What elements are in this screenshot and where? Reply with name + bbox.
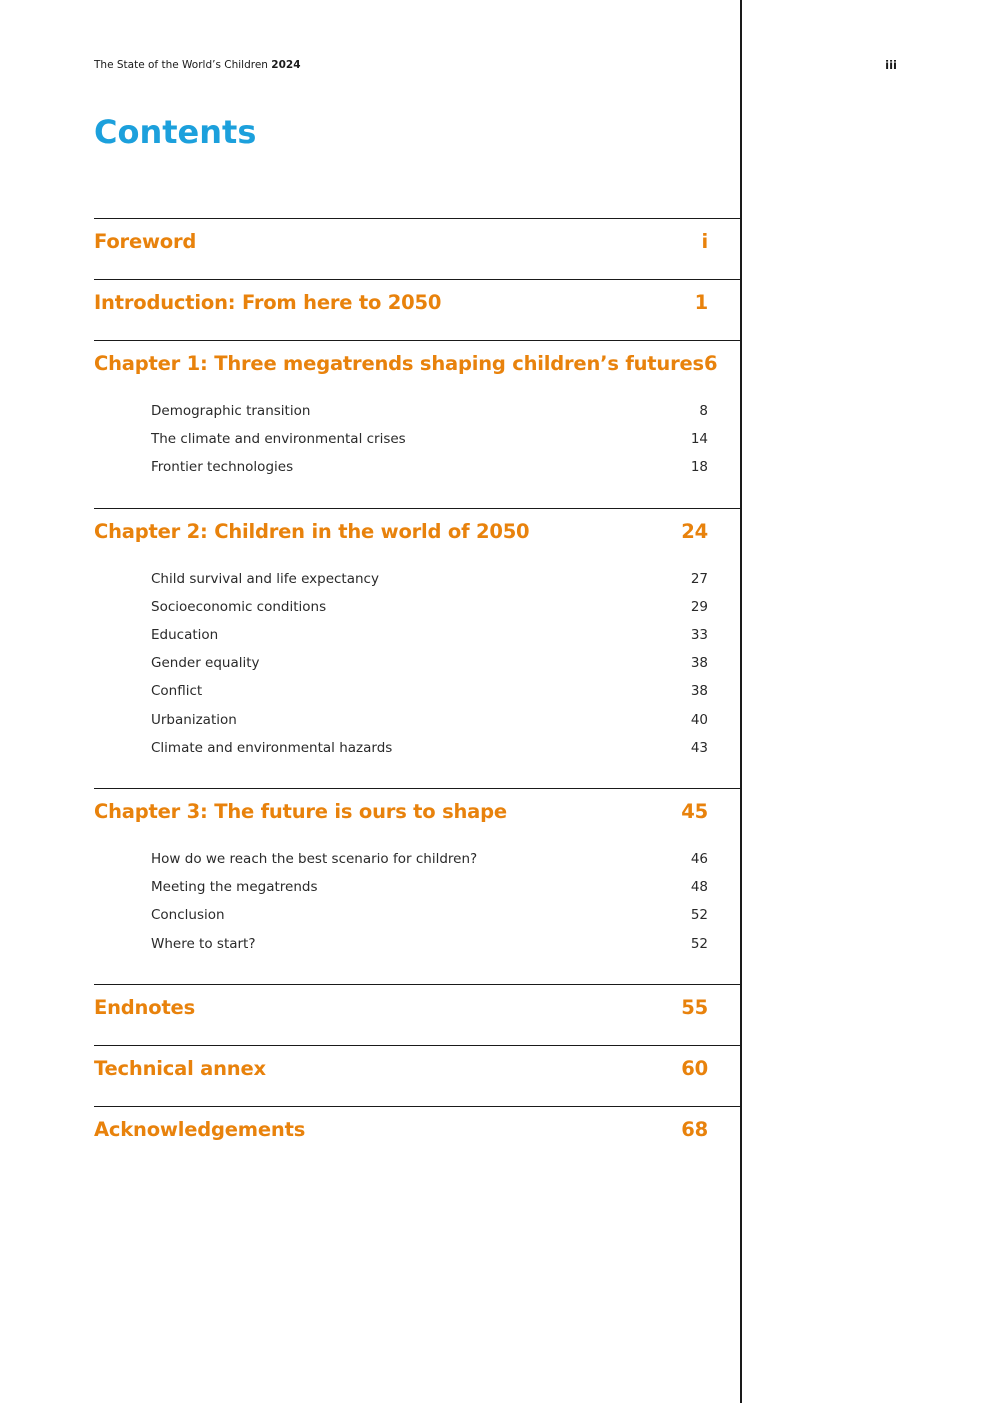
toc-subentry-title: Conflict <box>151 683 203 700</box>
toc-subentry-page: 46 <box>690 850 708 867</box>
page-number: iii <box>885 58 897 72</box>
toc-section <box>94 1045 740 1106</box>
toc-subentry-page: 14 <box>690 431 708 448</box>
toc-subentry-page: 38 <box>690 683 708 700</box>
toc-subentry-page: 29 <box>690 598 708 615</box>
toc-subentry-title: Child survival and life expectancy <box>151 570 379 587</box>
toc-subentry-page: 38 <box>690 655 708 672</box>
toc-section <box>94 984 740 1045</box>
toc-entry[interactable] <box>94 280 740 340</box>
toc-subentry-title: Where to start? <box>151 935 256 952</box>
toc-subentry-title: Gender equality <box>151 655 260 672</box>
toc-entry-title: Introduction: From here to 2050 <box>94 291 442 314</box>
toc-entry-title: Technical annex <box>94 1056 266 1080</box>
toc-subentry-page: 18 <box>690 459 708 476</box>
toc-subentry-title: Frontier technologies <box>151 459 294 476</box>
toc-subentries <box>94 565 740 788</box>
toc-subentry[interactable] <box>151 425 740 453</box>
toc-entry[interactable] <box>94 219 740 279</box>
vertical-margin-rule <box>740 0 742 1403</box>
toc-subentry[interactable] <box>151 901 740 929</box>
toc-entry-page: 60 <box>681 1056 708 1080</box>
toc-subentry[interactable] <box>151 873 740 901</box>
toc-entry-page: 68 <box>681 1117 708 1141</box>
toc-subentry[interactable] <box>151 593 740 621</box>
toc-entry[interactable] <box>94 1046 740 1106</box>
toc-subentry[interactable] <box>151 621 740 649</box>
publication-title: The State of the World’s Children <box>94 59 268 71</box>
toc-entry-title: Chapter 1: Three megatrends shaping children’s futures <box>94 352 704 375</box>
toc-subentry-page: 27 <box>690 570 708 587</box>
toc-subentry-title: Climate and environmental hazards <box>151 739 393 756</box>
toc-section <box>94 340 740 508</box>
toc-entry-title: Acknowledgements <box>94 1117 306 1141</box>
toc-entry-title: Chapter 2: Children in the world of 2050 <box>94 519 530 543</box>
toc-section <box>94 788 740 984</box>
toc-subentry-title: Urbanization <box>151 711 237 728</box>
toc-subentry[interactable] <box>151 929 740 957</box>
toc-subentry[interactable] <box>151 649 740 677</box>
running-header <box>94 59 301 71</box>
toc-entry-page: 45 <box>681 799 708 823</box>
toc-section <box>94 218 740 279</box>
toc-entry[interactable] <box>94 1107 740 1167</box>
toc-subentries <box>94 397 740 508</box>
toc-subentry-page: 52 <box>690 935 708 952</box>
table-of-contents <box>94 218 740 1167</box>
toc-subentry[interactable] <box>151 453 740 481</box>
toc-entry[interactable] <box>94 341 740 397</box>
toc-subentry-page: 43 <box>690 739 708 756</box>
toc-entry-page: 6 <box>703 352 718 375</box>
toc-subentry[interactable] <box>151 706 740 734</box>
publication-year: 2024 <box>271 59 301 71</box>
page-title: Contents <box>94 113 257 151</box>
toc-entry[interactable] <box>94 789 740 845</box>
toc-subentry-title: Socioeconomic conditions <box>151 598 327 615</box>
toc-subentry-page: 52 <box>690 907 708 924</box>
toc-entry-title: Endnotes <box>94 995 195 1019</box>
toc-entry-title: Foreword <box>94 230 197 253</box>
toc-subentry-title: How do we reach the best scenario for children? <box>151 850 478 867</box>
toc-section <box>94 279 740 340</box>
toc-section <box>94 1106 740 1167</box>
toc-section <box>94 508 740 788</box>
toc-entry-page: 55 <box>681 995 708 1019</box>
toc-subentry-title: Education <box>151 627 219 644</box>
toc-entry-title: Chapter 3: The future is ours to shape <box>94 799 507 823</box>
toc-subentry[interactable] <box>151 397 740 425</box>
toc-subentry-title: Meeting the megatrends <box>151 879 318 896</box>
toc-subentry-page: 48 <box>690 879 708 896</box>
toc-subentry-page: 40 <box>690 711 708 728</box>
toc-subentry-page: 8 <box>699 403 708 420</box>
toc-subentries <box>94 845 740 984</box>
toc-entry-page: 1 <box>694 291 708 314</box>
toc-entry[interactable] <box>94 985 740 1045</box>
toc-subentry-page: 33 <box>690 627 708 644</box>
toc-subentry-title: The climate and environmental crises <box>151 431 406 448</box>
toc-entry-page: i <box>701 230 708 253</box>
toc-subentry[interactable] <box>151 734 740 762</box>
toc-subentry[interactable] <box>151 565 740 593</box>
toc-entry[interactable] <box>94 509 740 565</box>
toc-subentry-title: Conclusion <box>151 907 225 924</box>
toc-subentry[interactable] <box>151 677 740 705</box>
toc-entry-page: 24 <box>681 519 708 543</box>
toc-subentry[interactable] <box>151 845 740 873</box>
toc-subentry-title: Demographic transition <box>151 403 311 420</box>
